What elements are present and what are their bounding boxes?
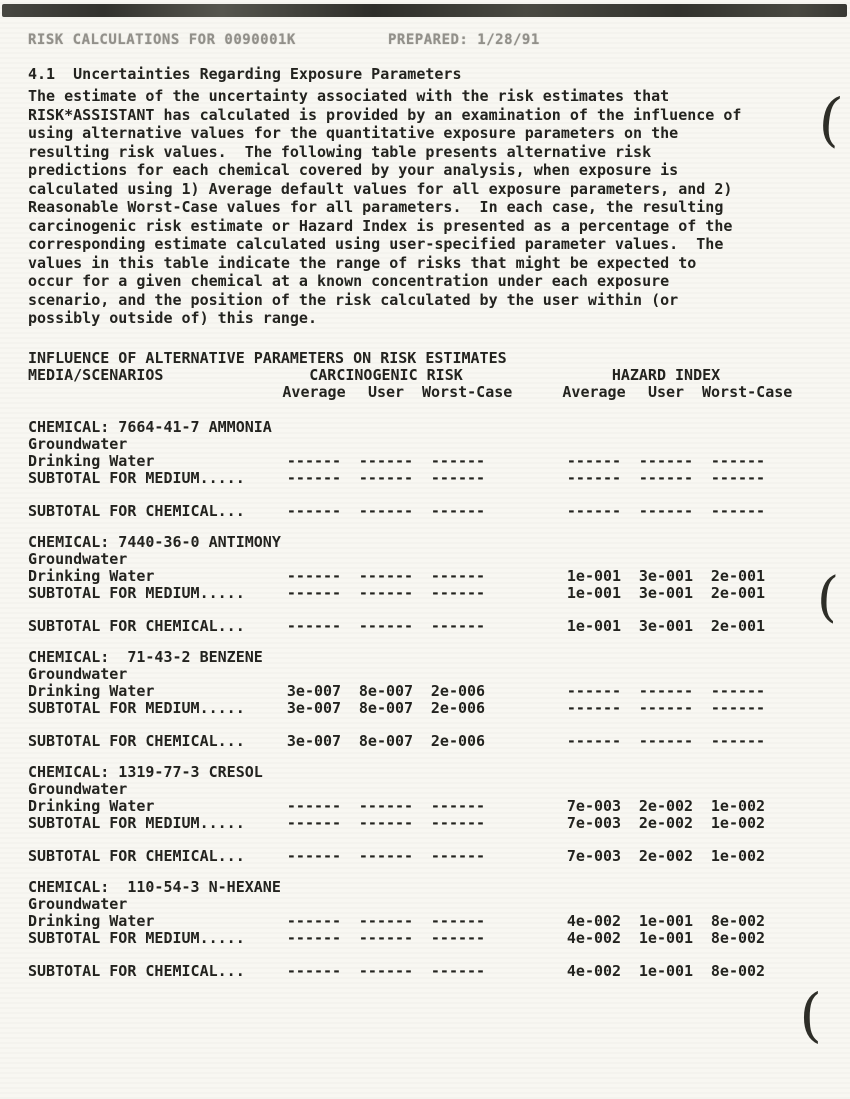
cell-value: ------ bbox=[430, 451, 486, 470]
cell-value: ------ bbox=[430, 616, 486, 635]
cell-value: 4e-002 bbox=[566, 928, 622, 947]
cell-value: 2e-002 bbox=[638, 846, 694, 865]
cell-value: 2e-006 bbox=[430, 698, 486, 717]
table-row bbox=[28, 848, 834, 865]
paragraph-line: values in this table indicate the range of risks that might be expected to bbox=[28, 253, 697, 272]
cell-value: ------ bbox=[566, 698, 622, 717]
hazard-index-header: HAZARD INDEX bbox=[611, 365, 721, 384]
cell-value: 8e-007 bbox=[358, 731, 414, 750]
chemical-block bbox=[28, 419, 834, 520]
cell-value: ------ bbox=[710, 698, 766, 717]
row-label: SUBTOTAL FOR MEDIUM..... bbox=[28, 698, 245, 717]
column-header-user: User bbox=[367, 382, 405, 401]
cell-value: ------ bbox=[286, 911, 342, 930]
cell-value: 2e-006 bbox=[430, 731, 486, 750]
row-label: SUBTOTAL FOR MEDIUM..... bbox=[28, 928, 245, 947]
cell-value: ------ bbox=[358, 928, 414, 947]
cell-value: ------ bbox=[286, 796, 342, 815]
scan-curl-artifact: ( bbox=[799, 981, 822, 1049]
cell-value: 2e-006 bbox=[430, 681, 486, 700]
cell-value: ------ bbox=[358, 501, 414, 520]
cell-value: ------ bbox=[286, 566, 342, 585]
cell-value: 8e-002 bbox=[710, 928, 766, 947]
paragraph-line: Reasonable Worst-Case values for all parameters. In each case, the resulting bbox=[28, 198, 724, 216]
cell-value: 7e-003 bbox=[566, 846, 622, 865]
chemical-block bbox=[28, 649, 834, 750]
column-header-user: User bbox=[647, 382, 685, 401]
row-label: Drinking Water bbox=[28, 451, 155, 470]
cell-value: 2e-002 bbox=[638, 796, 694, 815]
cell-value: ------ bbox=[566, 451, 622, 470]
table-row bbox=[28, 700, 834, 717]
cell-value: ------ bbox=[566, 681, 622, 700]
cell-value: ------ bbox=[358, 911, 414, 930]
cell-value: ------ bbox=[286, 813, 342, 832]
cell-value: ------ bbox=[286, 961, 342, 980]
cell-value: ------ bbox=[638, 451, 694, 470]
cell-value: 1e-001 bbox=[566, 566, 622, 585]
cell-value: ------ bbox=[710, 731, 766, 750]
table-row bbox=[28, 683, 834, 700]
table-row bbox=[28, 963, 834, 980]
paragraph-line: predictions for each chemical covered by your analysis, when exposure is bbox=[28, 161, 679, 179]
paragraph-line: possibly outside of) this range. bbox=[28, 309, 317, 327]
cell-value: 4e-002 bbox=[566, 961, 622, 980]
subheader-spacer bbox=[28, 384, 278, 401]
cell-value: ------ bbox=[638, 501, 694, 520]
row-label: SUBTOTAL FOR CHEMICAL... bbox=[28, 616, 245, 635]
row-label: SUBTOTAL FOR CHEMICAL... bbox=[28, 846, 245, 865]
table-row bbox=[28, 568, 834, 585]
column-header-worst-case: Worst-Case bbox=[702, 382, 793, 401]
table-header-row bbox=[28, 367, 834, 384]
cell-value: 7e-003 bbox=[566, 796, 622, 815]
section-heading: 4.1 Uncertainties Regarding Exposure Parameters bbox=[28, 65, 462, 83]
table-row bbox=[28, 453, 834, 470]
medium-label: Groundwater bbox=[28, 434, 128, 453]
chemical-name: CHEMICAL: 110-54-3 N-HEXANE bbox=[28, 877, 281, 896]
paragraph-line: occur for a given chemical at a known concentration under each exposure bbox=[28, 272, 670, 290]
cell-value: 2e-002 bbox=[638, 813, 694, 832]
row-label: SUBTOTAL FOR MEDIUM..... bbox=[28, 813, 245, 832]
carcinogenic-risk-header: CARCINOGENIC RISK bbox=[309, 365, 463, 384]
cell-value: ------ bbox=[430, 961, 486, 980]
row-label: SUBTOTAL FOR CHEMICAL... bbox=[28, 731, 245, 750]
paragraph-line: The estimate of the uncertainty associated with the risk estimates that bbox=[28, 87, 670, 105]
table-row bbox=[28, 930, 834, 947]
paragraph-line: calculated using 1) Average default values for all exposure parameters, and 2) bbox=[28, 179, 733, 198]
cell-value: 3e-007 bbox=[286, 681, 342, 700]
body-paragraph bbox=[28, 87, 834, 328]
medium-label: Groundwater bbox=[28, 664, 128, 683]
cell-value: ------ bbox=[430, 796, 486, 815]
row-label: Drinking Water bbox=[28, 911, 155, 930]
cell-value: ------ bbox=[358, 846, 414, 865]
cell-value: ------ bbox=[286, 468, 342, 487]
cell-value: 1e-001 bbox=[638, 961, 694, 980]
column-header-worst-case: Worst-Case bbox=[422, 382, 513, 401]
cell-value: ------ bbox=[430, 928, 486, 947]
cell-value: ------ bbox=[358, 583, 414, 602]
cell-value: ------ bbox=[286, 501, 342, 520]
scan-curl-artifact: ( bbox=[815, 84, 846, 154]
chemical-block bbox=[28, 764, 834, 865]
cell-value: 1e-001 bbox=[566, 583, 622, 602]
cell-value: ------ bbox=[286, 928, 342, 947]
cell-value: ------ bbox=[286, 451, 342, 470]
row-label: Drinking Water bbox=[28, 796, 155, 815]
paragraph-line: resulting risk values. The following table presents alternative risk bbox=[28, 142, 652, 161]
paragraph-line: scenario, and the position of the risk calculated by the user within (or bbox=[28, 290, 679, 309]
row-label: SUBTOTAL FOR MEDIUM..... bbox=[28, 468, 245, 487]
cell-value: ------ bbox=[430, 468, 486, 487]
chemical-block bbox=[28, 534, 834, 635]
cell-value: 1e-001 bbox=[638, 911, 694, 930]
chemical-name: CHEMICAL: 7440-36-0 ANTIMONY bbox=[28, 532, 281, 551]
cell-value: ------ bbox=[286, 583, 342, 602]
cell-value: 2e-001 bbox=[710, 566, 766, 585]
column-header-average: Average bbox=[562, 382, 626, 401]
row-label: Drinking Water bbox=[28, 566, 155, 585]
cell-value: ------ bbox=[286, 616, 342, 635]
table-subheader-row bbox=[28, 384, 834, 401]
cell-value: ------ bbox=[710, 501, 766, 520]
cell-value: 3e-007 bbox=[286, 731, 342, 750]
cell-value: 2e-001 bbox=[710, 583, 766, 602]
cell-value: 8e-007 bbox=[358, 698, 414, 717]
cell-value: ------ bbox=[710, 451, 766, 470]
cell-value: 3e-001 bbox=[638, 566, 694, 585]
table-row bbox=[28, 815, 834, 832]
cell-value: ------ bbox=[358, 566, 414, 585]
cell-value: 1e-002 bbox=[710, 796, 766, 815]
cell-value: 8e-002 bbox=[710, 961, 766, 980]
table-row bbox=[28, 585, 834, 602]
cell-value: 1e-001 bbox=[566, 616, 622, 635]
document-header bbox=[28, 32, 834, 48]
prepared-date: PREPARED: 1/28/91 bbox=[388, 32, 540, 48]
cell-value: 8e-002 bbox=[710, 911, 766, 930]
cell-value: ------ bbox=[710, 468, 766, 487]
column-header-average: Average bbox=[282, 382, 346, 401]
cell-value: ------ bbox=[358, 796, 414, 815]
table-row bbox=[28, 618, 834, 635]
row-label: SUBTOTAL FOR MEDIUM..... bbox=[28, 583, 245, 602]
chemical-block bbox=[28, 879, 834, 980]
cell-value: 3e-001 bbox=[638, 583, 694, 602]
cell-value: 2e-001 bbox=[710, 616, 766, 635]
medium-label: Groundwater bbox=[28, 549, 128, 568]
cell-value: 1e-002 bbox=[710, 813, 766, 832]
cell-value: ------ bbox=[358, 468, 414, 487]
paragraph-line: corresponding estimate calculated using user-specified parameter values. The bbox=[28, 235, 724, 253]
cell-value: ------ bbox=[430, 813, 486, 832]
document-content bbox=[28, 32, 834, 994]
table-row bbox=[28, 470, 834, 487]
table-row bbox=[28, 733, 834, 750]
cell-value: ------ bbox=[638, 698, 694, 717]
row-label: Drinking Water bbox=[28, 681, 155, 700]
row-label: SUBTOTAL FOR CHEMICAL... bbox=[28, 501, 245, 520]
scan-curl-artifact: ( bbox=[815, 564, 840, 629]
paragraph-line: using alternative values for the quantitative exposure parameters on the bbox=[28, 124, 679, 142]
cell-value: 1e-002 bbox=[710, 846, 766, 865]
cell-value: ------ bbox=[710, 681, 766, 700]
row-label: SUBTOTAL FOR CHEMICAL... bbox=[28, 961, 245, 980]
cell-value: 1e-001 bbox=[638, 928, 694, 947]
table-row bbox=[28, 798, 834, 815]
cell-value: ------ bbox=[430, 911, 486, 930]
chemical-blocks bbox=[28, 419, 834, 980]
cell-value: 3e-001 bbox=[638, 616, 694, 635]
cell-value: ------ bbox=[430, 566, 486, 585]
cell-value: ------ bbox=[430, 846, 486, 865]
chemical-name: CHEMICAL: 7664-41-7 AMMONIA bbox=[28, 417, 272, 436]
medium-label: Groundwater bbox=[28, 894, 128, 913]
cell-value: 4e-002 bbox=[566, 911, 622, 930]
media-scenarios-header: MEDIA/SCENARIOS bbox=[28, 365, 164, 384]
cell-value: ------ bbox=[638, 681, 694, 700]
paragraph-line: carcinogenic risk estimate or Hazard Index is presented as a percentage of the bbox=[28, 216, 733, 235]
cell-value: 7e-003 bbox=[566, 813, 622, 832]
scan-edge-artifact bbox=[2, 4, 847, 17]
chemical-name: CHEMICAL: 71-43-2 BENZENE bbox=[28, 647, 263, 666]
chemical-name: CHEMICAL: 1319-77-3 CRESOL bbox=[28, 762, 263, 781]
paragraph-line: RISK*ASSISTANT has calculated is provided by an examination of the influence of bbox=[28, 105, 742, 124]
cell-value: ------ bbox=[566, 731, 622, 750]
cell-value: ------ bbox=[430, 501, 486, 520]
cell-value: 8e-007 bbox=[358, 681, 414, 700]
cell-value: ------ bbox=[358, 616, 414, 635]
cell-value: ------ bbox=[358, 451, 414, 470]
cell-value: ------ bbox=[638, 731, 694, 750]
medium-label: Groundwater bbox=[28, 779, 128, 798]
report-id: RISK CALCULATIONS FOR 0090001K bbox=[28, 32, 296, 48]
table-row bbox=[28, 913, 834, 930]
cell-value: ------ bbox=[286, 846, 342, 865]
table-title: INFLUENCE OF ALTERNATIVE PARAMETERS ON RISK ESTIMATES bbox=[28, 348, 507, 367]
cell-value: ------ bbox=[358, 961, 414, 980]
table-row bbox=[28, 503, 834, 520]
cell-value: 3e-007 bbox=[286, 698, 342, 717]
cell-value: ------ bbox=[566, 501, 622, 520]
cell-value: ------ bbox=[430, 583, 486, 602]
cell-value: ------ bbox=[638, 468, 694, 487]
cell-value: ------ bbox=[566, 468, 622, 487]
cell-value: ------ bbox=[358, 813, 414, 832]
